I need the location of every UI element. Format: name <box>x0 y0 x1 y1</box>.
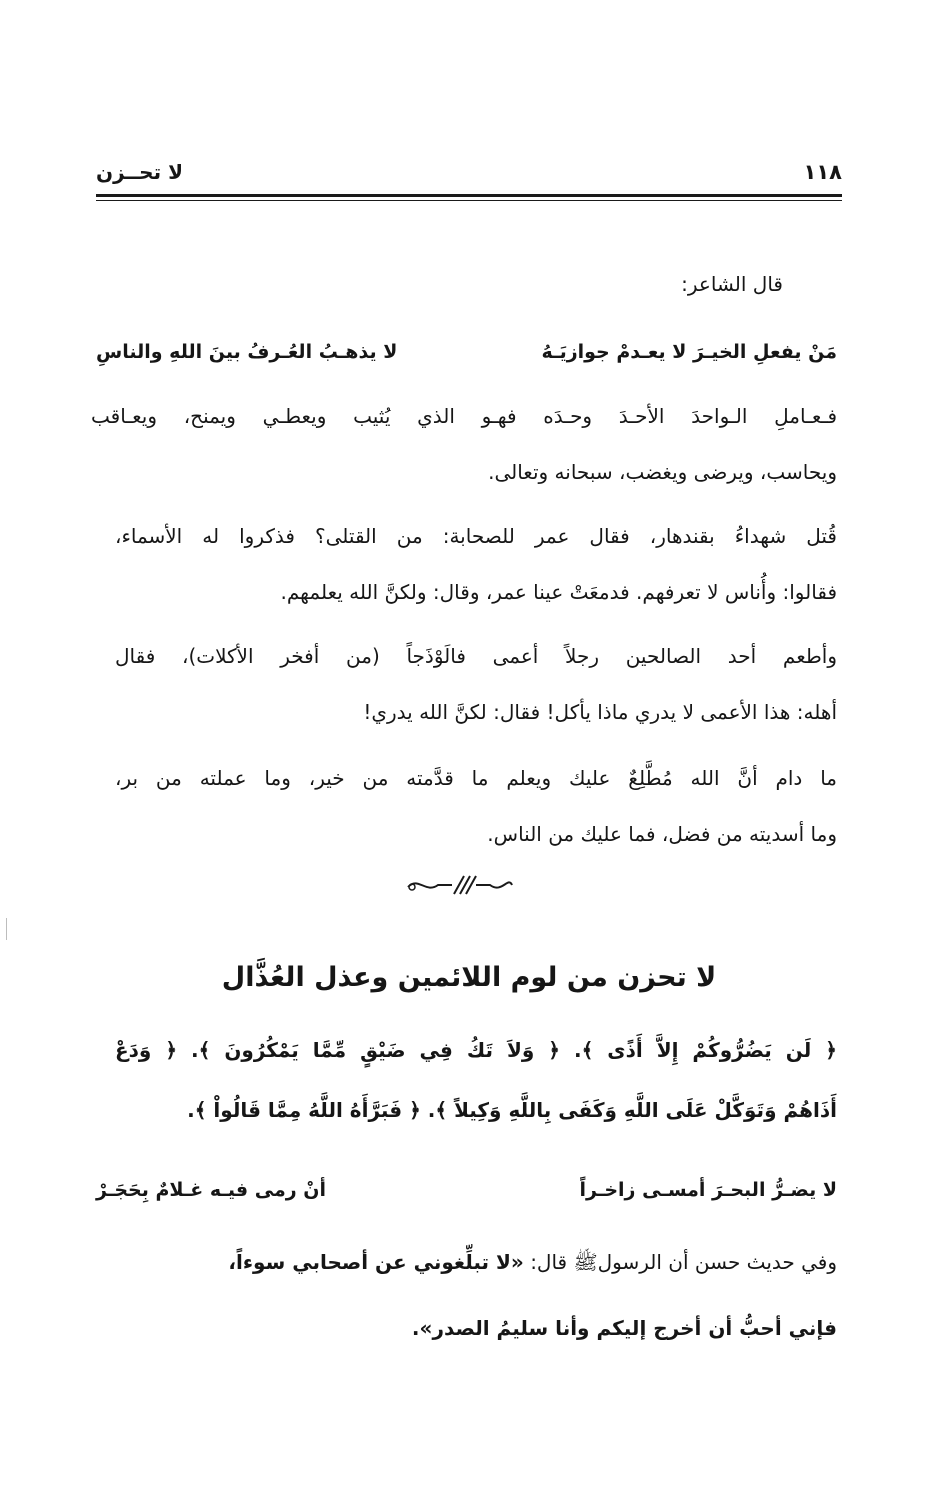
para1-line2: ويحاسب، ويرضى ويغضب، سبحانه وتعالى. <box>488 460 837 484</box>
section-heading: لا تحزن من لوم اللائمين وعذل العُذَّال <box>221 962 717 993</box>
hadith-line2: فإني أحبُّ أن أخرج إليكم وأنا سليمُ الصدر». <box>411 1316 837 1340</box>
header-rule-thin <box>96 200 842 201</box>
para3-line2: أهله: هذا الأعمى لا يدري ماذا يأكل! فقال: لكنَّ الله يدري! <box>363 700 837 724</box>
page-header <box>96 160 842 194</box>
para2-line2: فقالوا: وأُناس لا تعرفهم. فدمعَتْ عينا عمر، وقال: ولكنَّ الله يعلمهم. <box>280 580 837 604</box>
hadith-line1 <box>115 1248 837 1276</box>
verse2-left-half: أنْ رمى فيـه غـلامٌ بِحَجَـرْ <box>96 1179 326 1201</box>
quran-line1: ﴿ لَن يَضُرُّوكُمْ إِلاَّ أَذًى ﴾. ﴿ وَلاَ تَكُ فِي ضَيْقٍ مِّمَّا يَمْكُرُونَ ﴾. ﴿ وَدَعْ <box>115 1038 837 1062</box>
margin-mark <box>6 918 7 940</box>
header-rule-thick <box>96 194 842 197</box>
hadith-quote-part1: «لا تبلِّغوني عن أصحابي سوءاً، <box>228 1250 524 1274</box>
page-number: ١١٨ <box>803 160 842 184</box>
hadith-intro: وفي حديث حسن أن الرسولﷺ قال: <box>530 1250 837 1274</box>
intro-line: قال الشاعر: <box>681 272 783 296</box>
para2-line1: قُتل شهداءُ بقندهار، فقال عمر للصحابة: من القتلى؟ فذكروا له الأسماء، <box>115 524 837 548</box>
para4-line2: وما أسديته من فضل، فما عليك من الناس. <box>487 822 837 846</box>
running-title: لا تحــزن <box>96 160 183 184</box>
quran-line2: أَذَاهُمْ وَتَوَكَّلْ عَلَى اللَّهِ وَكَفَى بِاللَّهِ وَكِيلاً ﴾. ﴿ فَبَرَّأَهُ اللَّهُ مِمَّا قَالُواْ ﴾. <box>187 1098 837 1122</box>
para3-line1: وأطعم أحد الصالحين رجلاً أعمى فالَوْذَجاً (من أفخر الأكلات)، فقال <box>115 644 837 668</box>
section-divider-ornament <box>404 872 514 898</box>
verse1-right-half: مَنْ يفعلِ الخيـرَ لا يعـدمْ جوازيَـهُ <box>541 341 837 363</box>
para4-line1: ما دام أنَّ الله مُطَّلِعٌ عليك ويعلم ما قدَّمته من خير، وما عملته من بر، <box>115 766 837 790</box>
verse1-left-half: لا يذهـبُ العُـرفُ بينَ اللهِ والناسِ <box>96 341 398 363</box>
verse2-right-half: لا يضـرُّ البحـرَ أمسـى زاخـراً <box>579 1179 837 1201</box>
para1-line1: فـعـاملِ الـواحدَ الأحـدَ وحـدَه فهـو الذي يُثيب ويعطـي ويمنح، ويعـاقب <box>91 404 837 428</box>
